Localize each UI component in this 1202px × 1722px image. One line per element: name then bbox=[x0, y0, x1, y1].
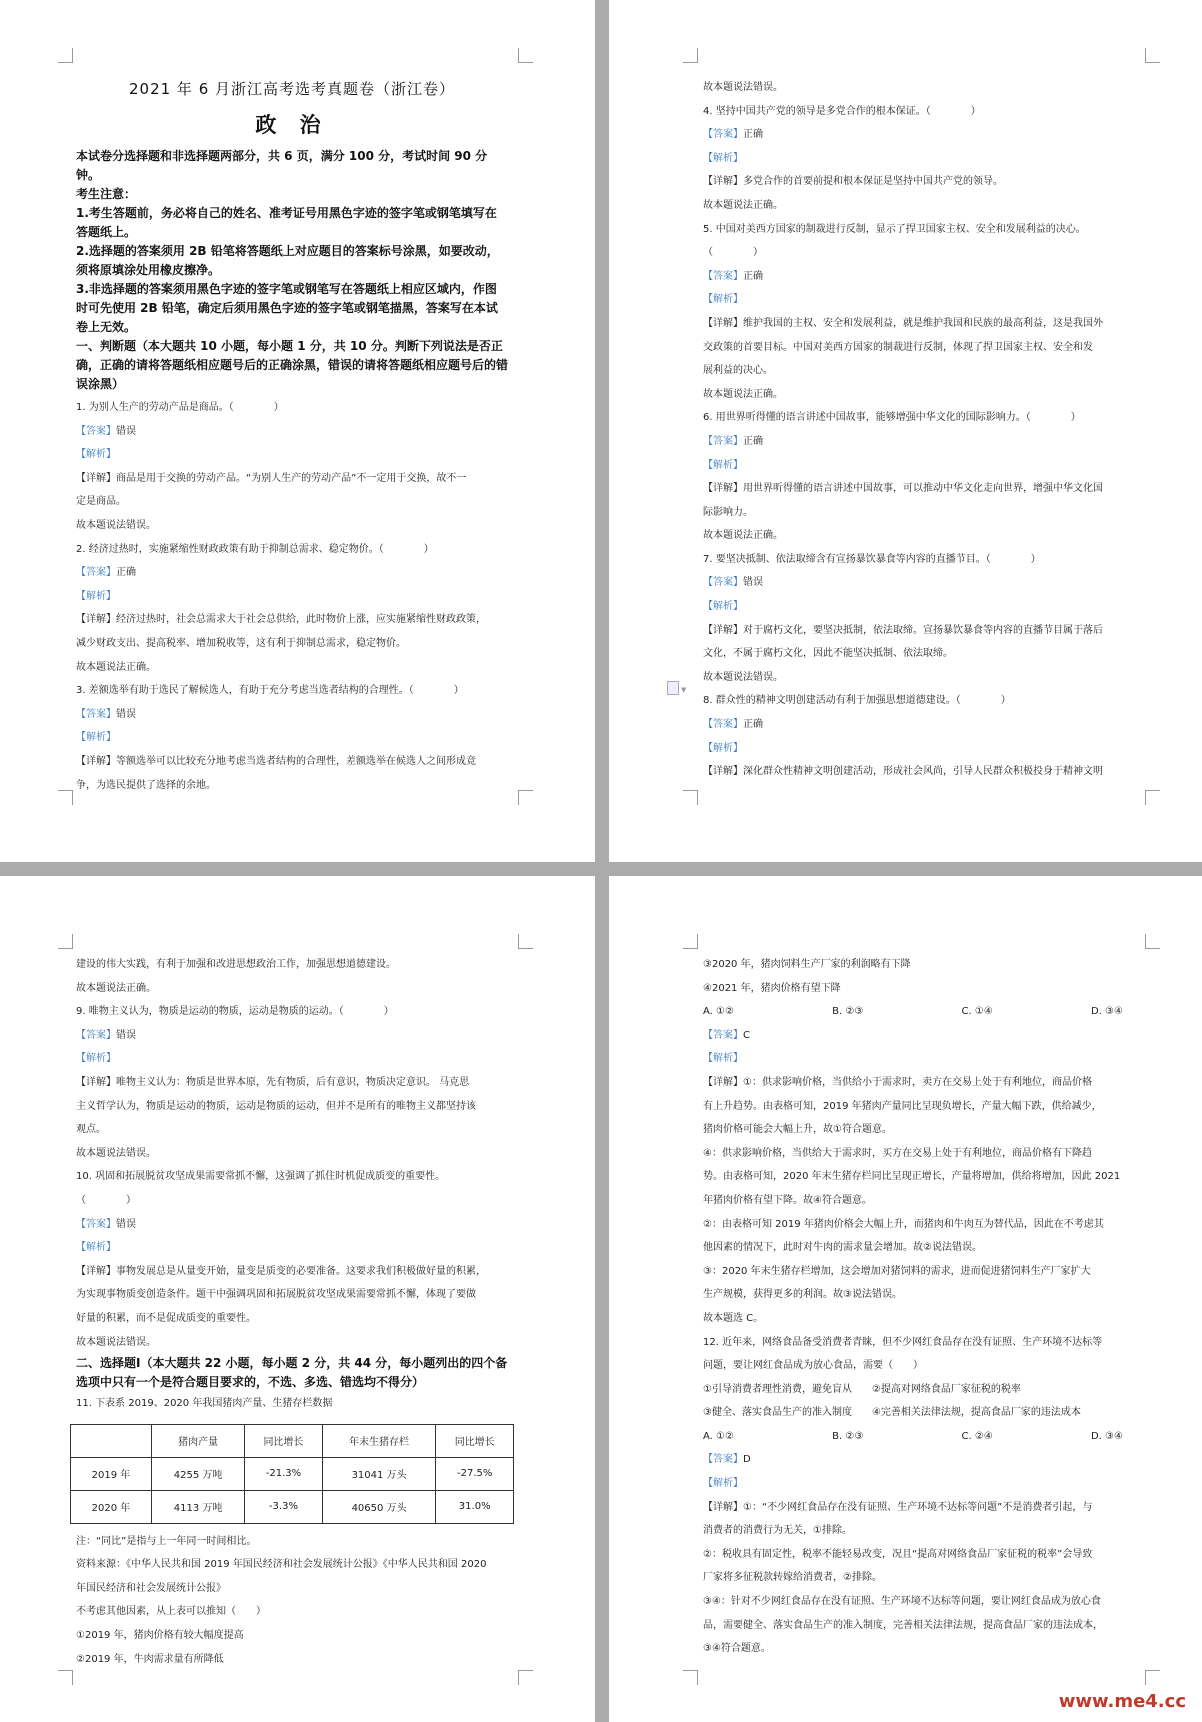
table-cell: 4113 万吨 bbox=[152, 1490, 245, 1523]
text-line: 消费者的消费行为无关，①排除。 bbox=[703, 1525, 852, 1537]
answer-value: 正确 bbox=[743, 435, 763, 447]
text-line: 【详解】用世界听得懂的语言讲述中国故事，可以推动中华文化走向世界，增强中华文化国 bbox=[703, 483, 1103, 495]
text-line: ③健全、落实食品生产的准入制度 ④完善相关法律法规，提高食品厂家的违法成本 bbox=[703, 1407, 1081, 1419]
text-line: 文化，不属于腐朽文化，因此不能坚决抵制、依法取缔。 bbox=[703, 648, 953, 660]
document-page-1 bbox=[0, 0, 595, 862]
crop-mark bbox=[518, 48, 533, 63]
answer-line bbox=[76, 1213, 508, 1237]
analysis-label: 【解析】 bbox=[703, 1053, 743, 1065]
notice-line: 3.非选择题的答案须用黑色字迹的签字笔或钢笔写在答题纸上相应区域内，作图时可先使用 2B 铅笔，确定后须用黑色字迹的签字笔或钢笔描黑，答案写在本试卷上无效。 bbox=[76, 282, 498, 334]
text-line: 9. 唯物主义认为，物质是运动的物质，运动是物质的运动。（ ） bbox=[76, 1006, 394, 1018]
text-line: ③④：针对不少网红食品存在没有证照、生产环境不达标等问题，要让网红食品成为放心食 bbox=[703, 1596, 1101, 1608]
text-line: ③④符合题意。 bbox=[703, 1643, 771, 1655]
document-page-4 bbox=[609, 876, 1202, 1722]
crop-mark bbox=[58, 1670, 73, 1685]
answer-line bbox=[703, 571, 1143, 595]
question-lines bbox=[703, 1024, 1143, 1425]
subject-title: 政 治 bbox=[255, 112, 329, 137]
answer-label: 【答案】 bbox=[76, 1029, 116, 1041]
text-line: 8. 群众性的精神文明创建活动有利于加强思想道德建设。（ ） bbox=[703, 695, 1011, 707]
table-cell: -3.3% bbox=[245, 1490, 323, 1523]
notice-line: 2.选择题的答案须用 2B 铅笔将答题纸上对应题目的答案标号涂黑，如要改动，须将原填涂处用橡皮擦净。 bbox=[76, 244, 499, 277]
text-line: 减少财政支出、提高税率、增加税收等，这有利于抑制总需求，稳定物价。 bbox=[76, 637, 406, 649]
document-page-2 bbox=[609, 0, 1202, 862]
answer-line bbox=[76, 703, 508, 727]
answer-label: 【答案】 bbox=[76, 1218, 116, 1230]
text-line: 为实现事物质变创造条件。题干中强调巩固和拓展脱贫攻坚成果需要常抓不懈，体现了要做 bbox=[76, 1289, 476, 1301]
text-line: 生产规模，获得更多的利润。故③说法错误。 bbox=[703, 1289, 902, 1301]
page-content bbox=[76, 78, 508, 797]
answer-label: 【答案】 bbox=[703, 719, 743, 731]
answer-line bbox=[703, 265, 1143, 289]
table-header-row bbox=[71, 1424, 514, 1457]
text-line: 故本题说法正确。 bbox=[76, 661, 156, 673]
crop-mark bbox=[683, 790, 698, 805]
answer-value: 正确 bbox=[743, 270, 763, 282]
answer-label: 【答案】 bbox=[703, 435, 743, 447]
question-lines bbox=[76, 396, 508, 797]
option-a: A. ①② bbox=[703, 1430, 734, 1442]
text-line: 注：“同比”是指与上一年同一时间相比。 bbox=[76, 1535, 257, 1547]
text-line: 7. 要坚决抵制、依法取缔含有宣扬暴饮暴食等内容的直播节目。（ ） bbox=[703, 553, 1041, 565]
text-line: 品，需要健全、落实食品生产的准入制度，完善相关法律法规，提高食品厂家的违法成本， bbox=[703, 1619, 1103, 1631]
question-lines bbox=[76, 953, 508, 1354]
text-line: 故本题说法正确。 bbox=[703, 388, 783, 400]
table-cell: 31.0% bbox=[436, 1490, 514, 1523]
site-watermark: www.me4.cc bbox=[1058, 1691, 1186, 1712]
text-line: 【详解】唯物主义认为：物质是世界本原，先有物质，后有意识，物质决定意识。 马克思 bbox=[76, 1076, 470, 1088]
answer-value: 正确 bbox=[116, 567, 136, 579]
text-line: 故本题说法错误。 bbox=[76, 1336, 156, 1348]
text-line: 猪肉价格可能会大幅上升，故①符合题意。 bbox=[703, 1124, 892, 1136]
text-line: ①引导消费者理性消费，避免盲从 ②提高对网络食品厂家征税的税率 bbox=[703, 1383, 1021, 1395]
text-line: （ ） bbox=[703, 247, 763, 259]
text-line: 【详解】深化群众性精神文明创建活动，形成社会风尚，引导人民群众积极投身于精神文明 bbox=[703, 766, 1103, 778]
document-icon[interactable] bbox=[667, 681, 679, 695]
option-a: A. ①② bbox=[703, 1006, 734, 1018]
option-d: D. ③④ bbox=[1091, 1430, 1123, 1442]
text-line: 【详解】商品是用于交换的劳动产品。“为别人生产的劳动产品”不一定用于交换，故不一 bbox=[76, 472, 467, 484]
answer-label: 【答案】 bbox=[76, 567, 116, 579]
option-b: B. ②③ bbox=[832, 1430, 864, 1442]
crop-mark bbox=[1145, 934, 1160, 949]
table-cell: 4255 万吨 bbox=[152, 1457, 245, 1490]
text-line: 好量的积累，而不是促成质变的重要性。 bbox=[76, 1312, 256, 1324]
analysis-label: 【解析】 bbox=[76, 1053, 116, 1065]
answer-value: 错误 bbox=[116, 425, 136, 437]
document-page-3 bbox=[0, 876, 595, 1722]
crop-mark bbox=[683, 934, 698, 949]
text-line: 建设的伟大实践，有利于加强和改进思想政治工作，加强思想道德建设。 bbox=[76, 959, 396, 970]
table-cell: 31041 万头 bbox=[322, 1457, 436, 1490]
text-line: 1. 为别人生产的劳动产品是商品。（ ） bbox=[76, 402, 284, 413]
crop-mark bbox=[1145, 1670, 1160, 1685]
question-lines bbox=[703, 1448, 1143, 1660]
table-cell: 2020 年 bbox=[71, 1490, 152, 1523]
analysis-label: 【解析】 bbox=[703, 152, 743, 164]
section-heading: 一、判断题（本大题共 10 小题，每小题 1 分，共 10 分。判断下列说法是否正确，正确的请将答题纸相应题号后的正确涂黑，错误的请将答题纸相应题号后的错误涂黑） bbox=[76, 339, 509, 391]
table-header-cell: 猪肉产量 bbox=[152, 1424, 245, 1457]
answer-label: 【答案】 bbox=[76, 708, 116, 720]
text-line: 10. 巩固和拓展脱贫攻坚成果需要常抓不懈，这强调了抓住时机促成质变的重要性。 bbox=[76, 1171, 446, 1183]
text-line: 年猪肉价格有望下降。故④符合题意。 bbox=[703, 1194, 872, 1206]
pork-data-table bbox=[70, 1424, 514, 1524]
analysis-label: 【解析】 bbox=[76, 590, 116, 602]
question-stem: 11. 下表系 2019、2020 年我国猪肉产量、生猪存栏数据 bbox=[76, 1398, 333, 1410]
question-lines bbox=[703, 953, 1143, 1000]
analysis-label: 【解析】 bbox=[76, 1242, 116, 1254]
answer-line bbox=[703, 123, 1143, 147]
answer-label: 【答案】 bbox=[703, 1454, 743, 1466]
answer-value: C bbox=[743, 1029, 750, 1041]
crop-mark bbox=[58, 790, 73, 805]
text-line: 【详解】①：“不少网红食品存在没有证照、生产环境不达标等问题”不是消费者引起，与 bbox=[703, 1501, 1093, 1513]
answer-value: 正确 bbox=[743, 719, 763, 731]
crop-mark bbox=[518, 790, 533, 805]
question-lines bbox=[703, 76, 1143, 784]
text-line: 故本题说法错误。 bbox=[703, 671, 783, 683]
text-line: 不考虑其他因素，从上表可以推知（ ） bbox=[76, 1606, 266, 1618]
analysis-label: 【解析】 bbox=[703, 294, 743, 306]
answer-value: 正确 bbox=[743, 129, 763, 141]
answer-label: 【答案】 bbox=[703, 577, 743, 589]
text-line: 3. 差额选举有助于选民了解候选人，有助于充分考虑当选者结构的合理性。（ ） bbox=[76, 685, 464, 697]
answer-value: 错误 bbox=[116, 708, 136, 720]
text-line: 【详解】经济过热时，社会总需求大于社会总供给，此时物价上涨，应实施紧缩性财政政策， bbox=[76, 614, 486, 626]
table-row bbox=[71, 1490, 514, 1523]
text-line: 【详解】等额选举可以比较充分地考虑当选者结构的合理性，差额选举在候选人之间形成竞 bbox=[76, 755, 476, 767]
text-line: ④：供求影响价格，当供给大于需求时，买方在交易上处于有利地位，商品价格有下降趋 bbox=[703, 1147, 1092, 1159]
notice-line: 本试卷分选择题和非选择题两部分，共 6 页，满分 100 分，考试时间 90 分钟。 bbox=[76, 149, 488, 182]
text-line: 问题，要让网红食品成为放心食品，需要（ ） bbox=[703, 1360, 923, 1372]
table-header-cell: 同比增长 bbox=[436, 1424, 514, 1457]
table-header-cell bbox=[71, 1424, 152, 1457]
text-line: 故本题说法正确。 bbox=[703, 530, 783, 542]
analysis-label: 【解析】 bbox=[703, 1478, 743, 1490]
text-line: 故本题说法错误。 bbox=[76, 519, 156, 531]
text-line: 资料来源：《中华人民共和国 2019 年国民经济和社会发展统计公报》《中华人民共和国 2020 bbox=[76, 1559, 487, 1571]
answer-options bbox=[703, 1425, 1143, 1449]
text-line: 争，为选民提供了选择的余地。 bbox=[76, 779, 216, 791]
table-cell: -27.5% bbox=[436, 1457, 514, 1490]
analysis-label: 【解析】 bbox=[703, 601, 743, 613]
answer-line bbox=[703, 1024, 1143, 1048]
table-cell: 40650 万头 bbox=[322, 1490, 436, 1523]
page-content bbox=[703, 953, 1143, 1661]
text-line: 【详解】多党合作的首要前提和根本保证是坚持中国共产党的领导。 bbox=[703, 176, 1003, 188]
option-d: D. ③④ bbox=[1091, 1006, 1123, 1018]
page-content bbox=[76, 953, 508, 1671]
answer-line bbox=[703, 713, 1143, 737]
crop-mark bbox=[518, 1670, 533, 1685]
text-line: 4. 坚持中国共产党的领导是多党合作的根本保证。（ ） bbox=[703, 105, 981, 117]
text-line: ②：由表格可知 2019 年猪肉价格会大幅上升，而猪肉和牛肉互为替代品，因此在不考虑其 bbox=[703, 1218, 1104, 1230]
text-line: ③：2020 年末生猪存栏增加，这会增加对猪饲料的需求，进而促进猪饲料生产厂家扩大 bbox=[703, 1265, 1091, 1277]
crop-mark bbox=[683, 48, 698, 63]
text-line: 2. 经济过热时，实施紧缩性财政政策有助于抑制总需求、稳定物价。（ ） bbox=[76, 543, 434, 555]
table-cell: -21.3% bbox=[245, 1457, 323, 1490]
answer-options bbox=[703, 1000, 1143, 1024]
answer-line bbox=[703, 1448, 1143, 1472]
answer-label: 【答案】 bbox=[703, 270, 743, 282]
crop-mark bbox=[1145, 48, 1160, 63]
exam-title: 2021 年 6 月浙江高考选考真题卷（浙江卷） bbox=[128, 80, 456, 98]
text-line: ③2020 年，猪肉饲料生产厂家的利润略有下降 bbox=[703, 959, 911, 970]
analysis-label: 【解析】 bbox=[703, 459, 743, 471]
table-row bbox=[71, 1457, 514, 1490]
text-line: 展利益的决心。 bbox=[703, 365, 773, 377]
answer-label: 【答案】 bbox=[703, 129, 743, 141]
text-line: 故本题说法错误。 bbox=[76, 1147, 156, 1159]
text-line: 【详解】①：供求影响价格，当供给小于需求时，卖方在交易上处于有利地位，商品价格 bbox=[703, 1076, 1092, 1088]
text-line: ①2019 年，猪肉价格有较大幅度提高 bbox=[76, 1630, 244, 1642]
text-line: 12. 近年来，网络食品备受消费者青睐，但不少网红食品存在没有证照、生产环境不达标等 bbox=[703, 1336, 1103, 1348]
text-line: ④2021 年，猪肉价格有望下降 bbox=[703, 982, 841, 994]
crop-mark bbox=[683, 1670, 698, 1685]
option-c: C. ①④ bbox=[961, 1006, 993, 1018]
text-line: 【详解】事物发展总是从量变开始，量变是质变的必要准备。这要求我们积极做好量的积累， bbox=[76, 1265, 486, 1277]
analysis-label: 【解析】 bbox=[703, 742, 743, 754]
exam-notice bbox=[76, 147, 508, 394]
answer-value: 错误 bbox=[743, 577, 763, 589]
page-content bbox=[681, 76, 1143, 784]
answer-line bbox=[76, 561, 508, 585]
text-line: 他因素的情况下，此时对牛肉的需求量会增加。故②说法错误。 bbox=[703, 1242, 982, 1254]
answer-line bbox=[703, 430, 1143, 454]
text-line: 定是商品。 bbox=[76, 496, 126, 508]
text-line: 【详解】维护我国的主权、安全和发展利益，就是维护我国和民族的最高利益，这是我国外 bbox=[703, 317, 1103, 329]
analysis-label: 【解析】 bbox=[76, 732, 116, 744]
text-line: 年国民经济和社会发展统计公报》 bbox=[76, 1582, 226, 1594]
option-b: B. ②③ bbox=[832, 1006, 864, 1018]
text-line: 【详解】对于腐朽文化，要坚决抵制，依法取缔。宣扬暴饮暴食等内容的直播节目属于落后 bbox=[703, 624, 1103, 636]
section-heading: 二、选择题Ⅰ（本大题共 22 小题，每小题 2 分，共 44 分，每小题列出的四个备选项中只有一个是符合题目要求的，不选、多选、错选均不得分） bbox=[76, 1356, 508, 1390]
text-line: 6. 用世界听得懂的语言讲述中国故事，能够增强中华文化的国际影响力。（ ） bbox=[703, 412, 1081, 424]
answer-value: 错误 bbox=[116, 1218, 136, 1230]
crop-mark bbox=[518, 934, 533, 949]
notice-line: 考生注意： bbox=[76, 187, 137, 201]
crop-mark bbox=[58, 48, 73, 63]
text-line: 故本题选 C。 bbox=[703, 1312, 764, 1324]
text-line: 际影响力。 bbox=[703, 506, 753, 518]
notice-line: 1.考生答题前，务必将自己的姓名、准考证号用黑色字迹的签字笔或钢笔填写在答题纸上。 bbox=[76, 206, 497, 239]
answer-label: 【答案】 bbox=[76, 425, 116, 437]
text-line: 故本题说法错误。 bbox=[703, 82, 783, 93]
table-header-cell: 同比增长 bbox=[245, 1424, 323, 1457]
option-c: C. ②④ bbox=[961, 1430, 993, 1442]
table-cell: 2019 年 bbox=[71, 1457, 152, 1490]
text-line: 观点。 bbox=[76, 1124, 106, 1136]
text-line: 有上升趋势。由表格可知，2019 年猪肉产量同比呈现负增长，产量大幅下跌，供给减少， bbox=[703, 1100, 1102, 1112]
analysis-label: 【解析】 bbox=[76, 449, 116, 461]
text-line: 厂家将多征税款转嫁给消费者，②排除。 bbox=[703, 1572, 882, 1584]
table-header-cell: 年末生猪存栏 bbox=[322, 1424, 436, 1457]
answer-value: 错误 bbox=[116, 1029, 136, 1041]
text-line: 主义哲学认为，物质是运动的物质，运动是物质的运动，但并不是所有的唯物主义都坚持该 bbox=[76, 1100, 476, 1112]
text-line: 故本题说法正确。 bbox=[76, 982, 156, 994]
text-line: 交政策的首要目标。中国对美西方国家的制裁进行反制，体现了捍卫国家主权、安全和发 bbox=[703, 341, 1093, 353]
crop-mark bbox=[58, 934, 73, 949]
text-line: 5. 中国对美西方国家的制裁进行反制，显示了捍卫国家主权、安全和发展利益的决心。 bbox=[703, 223, 1086, 235]
text-line: （ ） bbox=[76, 1194, 136, 1206]
text-line: ②2019 年，牛肉需求量有所降低 bbox=[76, 1653, 224, 1665]
chevron-down-icon[interactable]: ▼ bbox=[681, 686, 687, 694]
crop-mark bbox=[1145, 790, 1160, 805]
answer-value: D bbox=[743, 1454, 751, 1466]
answer-line bbox=[76, 420, 508, 444]
text-line: 势。由表格可知，2020 年末生猪存栏同比呈现正增长，产量将增加，供给将增加，因此 2021 bbox=[703, 1171, 1121, 1183]
text-line: 故本题说法正确。 bbox=[703, 199, 783, 211]
text-line: ②：税收具有固定性，税率不能轻易改变，况且“提高对网络食品厂家征税的税率”会导致 bbox=[703, 1548, 1093, 1560]
answer-line bbox=[76, 1024, 508, 1048]
answer-label: 【答案】 bbox=[703, 1029, 743, 1041]
question-lines bbox=[76, 1530, 508, 1672]
